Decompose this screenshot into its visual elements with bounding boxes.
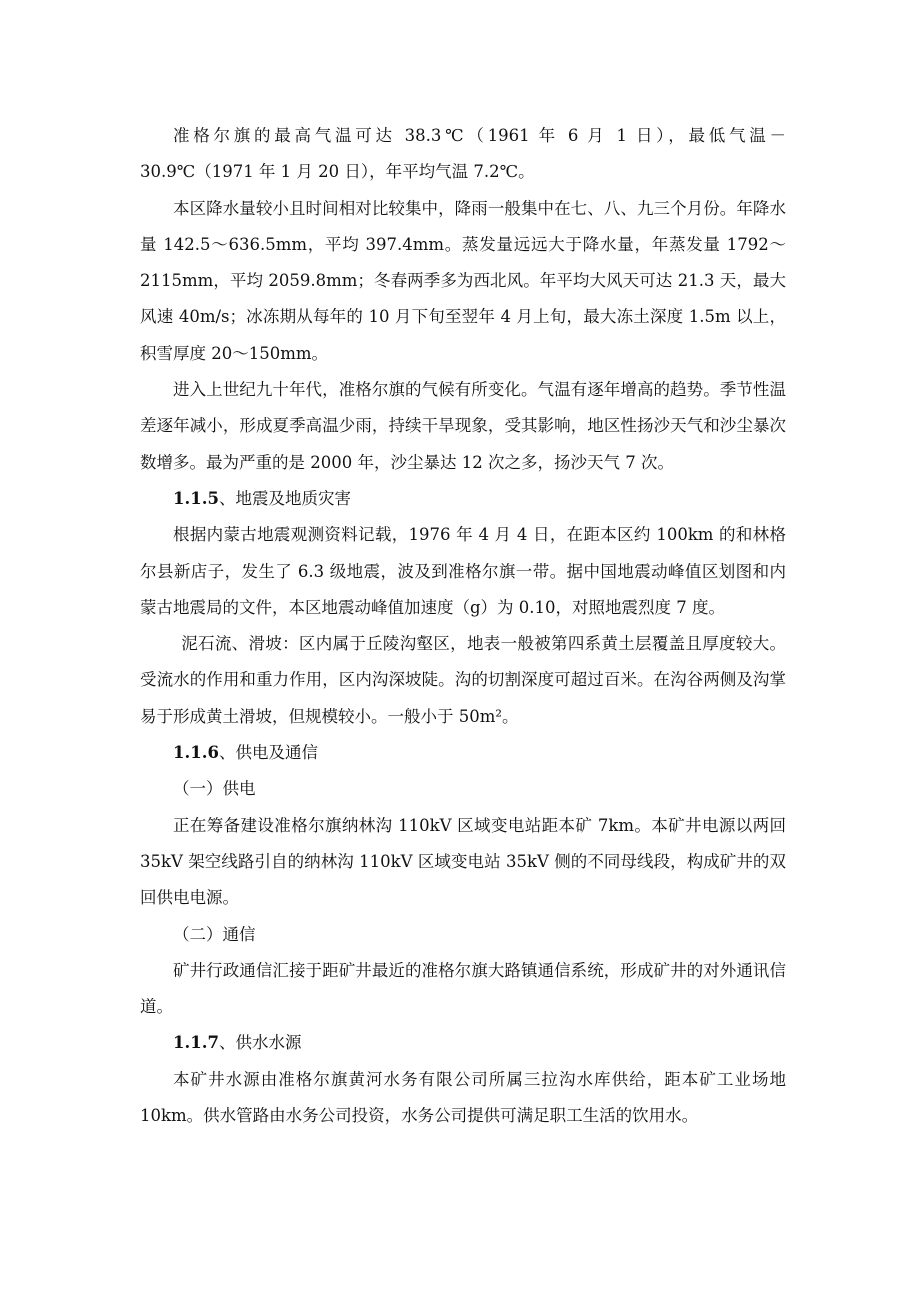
section-heading-1-1-6 xyxy=(140,735,786,771)
subheading-communication: （二）通信 xyxy=(173,924,256,944)
section-title: 、供水水源 xyxy=(218,1033,302,1053)
section-number: 1.1.6 xyxy=(173,743,219,763)
section-title: 、供电及通信 xyxy=(218,743,318,763)
section-number: 1.1.5 xyxy=(173,488,219,508)
section-heading-1-1-5 xyxy=(140,481,786,517)
paragraph-communication: 矿井行政通信汇接于距矿井最近的准格尔旗大路镇通信系统，形成矿井的对外通讯信道。 xyxy=(140,960,786,1017)
paragraph-climate-change: 进入上世纪九十年代，准格尔旗的气候有所变化。气温有逐年增高的趋势。季节性温差逐年减小，形成夏季高温少雨，持续干旱现象，受其影响，地区性扬沙天气和沙尘暴次数增多。最为严重的是 2000 年，沙尘暴达 12 次之多，扬沙天气 7 次。 xyxy=(140,380,786,472)
section-heading-1-1-7 xyxy=(140,1025,786,1061)
paragraph-water: 本矿井水源由准格尔旗黄河水务有限公司所属三拉沟水库供给，距本矿工业场地 10km。供水管路由水务公司投资，水务公司提供可满足职工生活的饮用水。 xyxy=(140,1069,786,1126)
document-body xyxy=(140,118,786,1134)
paragraph-temperature: 准格尔旗的最高气温可达 38.3℃（1961 年 6 月 1 日），最低气温－30.9℃（1971 年 1 月 20 日），年平均气温 7.2℃。 xyxy=(140,126,786,182)
paragraph-power: 正在筹备建设准格尔旗纳林沟 110kV 区域变电站距本矿 7km。本矿井电源以两回 35kV 架空线路引自的纳林沟 110kV 区域变电站 35kV 侧的不同母线段，构成矿井的双回供电电源。 xyxy=(140,815,786,908)
paragraph-landslide: 泥石流、滑坡：区内属于丘陵沟壑区，地表一般被第四系黄土层覆盖且厚度较大。受流水的作用和重力作用，区内沟深坡陡。沟的切割深度可超过百米。在沟谷两侧及沟掌易于形成黄土滑坡，但规模较小。一般小于 50m²。 xyxy=(140,634,786,726)
subheading-power: （一）供电 xyxy=(173,779,256,799)
section-number: 1.1.7 xyxy=(173,1033,219,1053)
paragraph-earthquake: 根据内蒙古地震观测资料记载，1976 年 4 月 4 日，在距本区约 100km 的和林格尔县新店子，发生了 6.3 级地震，波及到准格尔旗一带。据中国地震动峰值区划图和内蒙古地震局的文件，本区地震动峰值加速度（g）为 0.10，对照地震烈度 7 度。 xyxy=(140,525,786,617)
section-title: 、地震及地质灾害 xyxy=(218,488,351,508)
paragraph-precipitation: 本区降水量较小且时间相对比较集中，降雨一般集中在七、八、九三个月份。年降水量 142.5～636.5mm，平均 397.4mm。蒸发量远远大于降水量，年蒸发量 1792～2115mm，平均 2059.8mm；冬春两季多为西北风。年平均大风天可达 21.3 天，最大风速 40m/s；冰冻期从每年的 10 月下旬至翌年 4 月上旬，最大冻土深度 1.5m 以上，积雪厚度 20～150mm。 xyxy=(140,198,786,363)
